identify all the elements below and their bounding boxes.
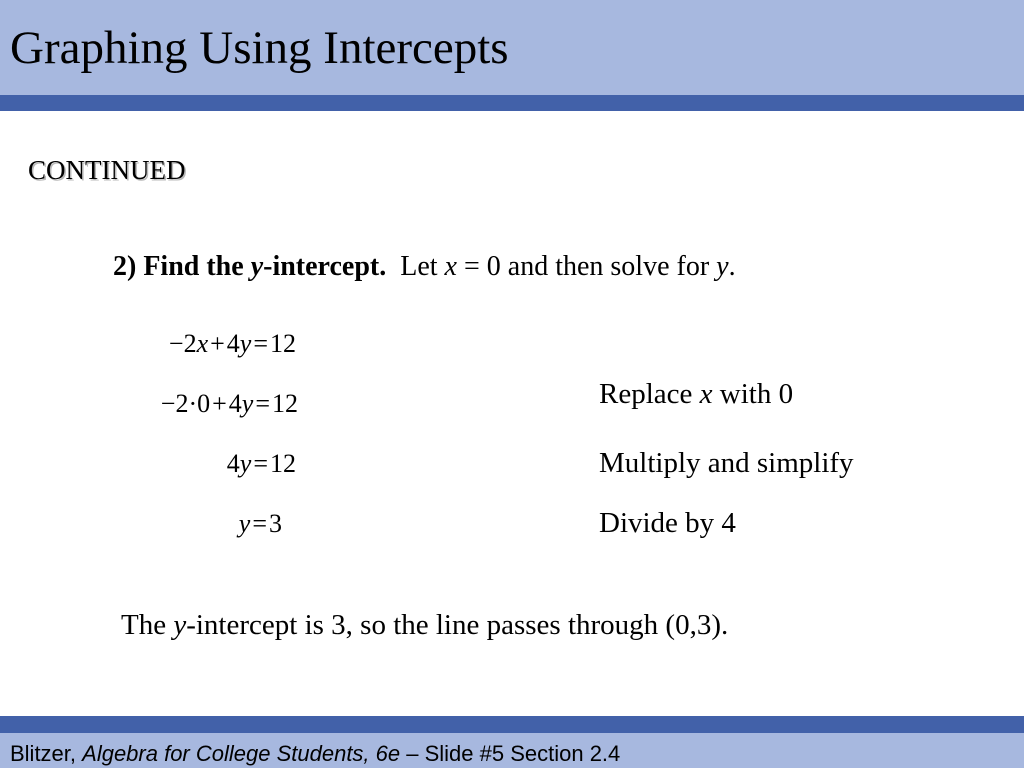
eq-token: 12 — [270, 449, 296, 478]
equation-simplified — [100, 449, 296, 479]
note-replace-suffix: with 0 — [712, 378, 794, 410]
footer-accent-rule — [0, 716, 1024, 733]
step-instruction — [113, 250, 736, 284]
footer-book: Algebra for College Students, 6e — [82, 741, 401, 766]
step-let: Let — [400, 251, 445, 282]
eq-token: 3 — [269, 509, 282, 538]
footer-author: Blitzer, — [10, 741, 83, 766]
eq-token: − — [160, 389, 176, 418]
conclusion-text — [121, 607, 728, 643]
eq-token: y — [241, 389, 254, 418]
step-heading-prefix: 2) Find the — [113, 251, 251, 282]
eq-token: y — [239, 449, 252, 478]
conclusion-var: y — [173, 609, 187, 641]
eq-token: 12 — [272, 389, 298, 418]
conclusion-suffix: -intercept is 3, so the line passes through (0,3). — [186, 609, 729, 641]
conclusion-prefix: The — [121, 609, 174, 641]
equation-substituted — [80, 389, 298, 419]
step-let-rest: = 0 and then solve for — [456, 251, 717, 282]
eq-token: 4 — [228, 389, 242, 418]
footer-citation — [10, 740, 620, 768]
note-replace-var: x — [699, 378, 713, 410]
eq-token: − — [168, 329, 184, 358]
step-heading-var: y — [250, 251, 264, 282]
eq-token: 2 — [175, 389, 189, 418]
step-solve-var: y — [716, 251, 729, 282]
eq-token: = — [253, 449, 268, 478]
eq-token: · — [188, 389, 198, 418]
step-let-var: x — [444, 251, 457, 282]
eq-token: x — [196, 329, 209, 358]
footer-rest: – Slide #5 Section 2.4 — [400, 741, 621, 766]
eq-token: = — [255, 389, 270, 418]
note-replace — [599, 377, 793, 411]
note-replace-prefix: Replace — [599, 378, 700, 410]
note-multiply: Multiply and simplify — [599, 447, 854, 479]
eq-token: y — [238, 509, 251, 538]
eq-token: y — [239, 329, 252, 358]
eq-token: 12 — [270, 329, 296, 358]
slide-title: Graphing Using Intercepts — [10, 22, 509, 74]
eq-token: 4 — [226, 329, 240, 358]
eq-token: 0 — [197, 389, 211, 418]
eq-token: = — [252, 509, 267, 538]
eq-token: 4 — [226, 449, 240, 478]
step-heading-suffix: -intercept. — [263, 251, 387, 282]
eq-token: + — [210, 329, 225, 358]
note-divide: Divide by 4 — [599, 507, 736, 539]
equation-original — [100, 329, 296, 359]
step-heading — [113, 251, 386, 282]
equation-solution — [100, 509, 282, 539]
eq-token: + — [212, 389, 227, 418]
eq-token: = — [253, 329, 268, 358]
step-end: . — [728, 251, 736, 282]
title-accent-rule — [0, 95, 1024, 111]
continued-label: CONTINUED — [28, 155, 186, 185]
eq-token: 2 — [183, 329, 197, 358]
